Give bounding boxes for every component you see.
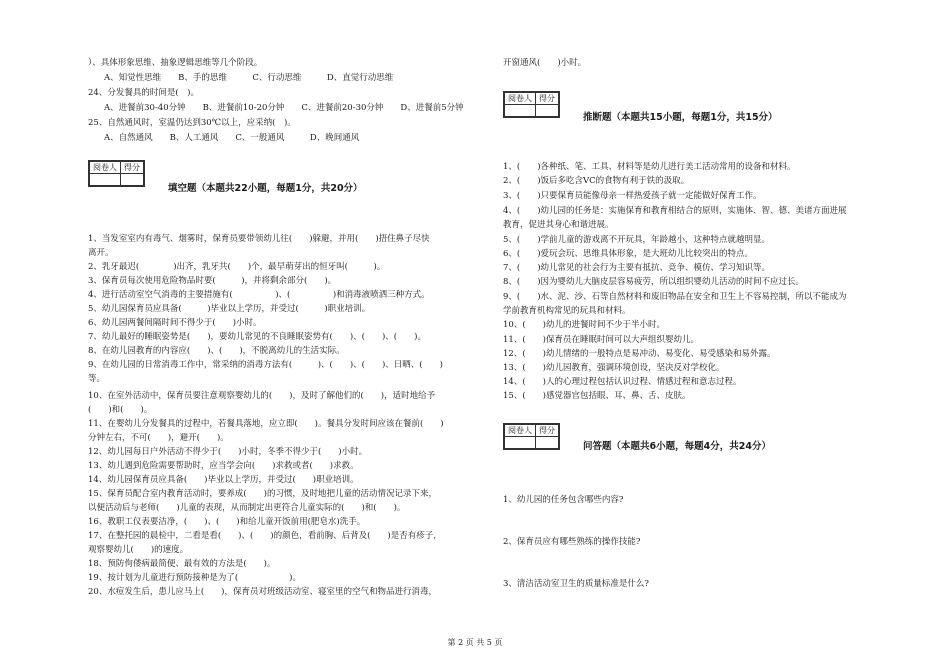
score-cell-reviewer [505, 105, 536, 117]
section-title-qa: 问答题（本题共6小题，每题4分，共24分） [583, 441, 771, 452]
fill-blank-line: 17、在整托园的晨检中，二看是看( )、( )的颜色，看前胸、后背及( )是否有疹子， [88, 531, 442, 541]
text-line: A、进餐前30-40分钟 B、进餐前10-20分钟 C、进餐前20-30分钟 D、进餐前5分钟 [104, 103, 464, 113]
judge-line: 5、( )学前儿童的游戏离不开玩具，年龄越小，这种特点就越明显。 [503, 235, 771, 245]
judge-line: 9、( )水、泥、沙、石等自然材料和废旧物品在安全和卫生上不容易控制，所以不能成为 [503, 292, 847, 302]
fill-blank-line: 14、幼儿园保育员应具备( )毕业以上学历，并受过( )职业培训。 [88, 475, 359, 485]
judge-line: 12、( )幼儿情绪的一般特点是易冲动、易变化、易受感染和易外露。 [503, 349, 776, 359]
qa-question: 2、保育员应有哪些熟练的操作技能? [503, 537, 641, 547]
fill-blank-line: 2、乳牙最迟( )出齐，乳牙共( )个，最早萌芽出的恒牙叫( )。 [88, 262, 386, 272]
judge-line: 1、( )各种纸、笔、工具、材料等是幼儿进行美工活动常用的设备和材料。 [503, 162, 796, 172]
fill-blank-line: 离开。 [88, 248, 114, 258]
fill-blank-line: 16、教职工仪表要洁净，( )、( )和给儿童开饭前用(肥皂水)洗手。 [88, 517, 366, 527]
score-cell-score [536, 105, 559, 117]
fill-blank-line: ( )和( )。 [88, 405, 153, 415]
judge-line: 14、( )人的心理过程包括认识过程、情感过程和意志过程。 [503, 377, 742, 387]
score-label-reviewer: 阅卷人 [505, 93, 536, 105]
fill-blank-line: 等。 [88, 374, 106, 384]
judge-line: 10、( )幼儿的进餐时间不少于半小时。 [503, 320, 665, 330]
text-line: A、自然通风 B、人工通风 C、一般通风 D、晚间通风 [104, 133, 360, 143]
score-label-score: 得分 [536, 93, 559, 105]
fill-blank-line: 20、水痘发生后，患儿应马上( )，保育员对班级活动室、寝室里的空气和物品进行消毒， [88, 587, 437, 597]
score-box [503, 91, 560, 118]
judge-line: 8、( )因为婴幼儿大脑皮层容易疲劳，所以组织婴幼儿活动的时间不应过长。 [503, 277, 805, 287]
section-title-fill-blank: 填空题（本题共22小题，每题1分，共20分） [168, 183, 363, 194]
fill-blank-line: 7、幼儿最好的睡眠姿势是( )，要幼儿常见的不良睡眠姿势有( )、( )、( )。 [88, 332, 426, 342]
text-line: ）、具体形象思维、抽象逻辑思维等几个阶段。 [88, 58, 263, 68]
fill-blank-line: 13、幼儿遇到危险需要帮助时，应当学会向( )求救或者( )求救。 [88, 461, 359, 471]
score-box [88, 160, 145, 187]
text-line: 25、自然通风时，室温仍达到30℃以上，应采纳( )。 [88, 118, 296, 128]
judge-line: 6、( )爱玩会玩、思维具体形象，是大班幼儿比较突出的特点。 [503, 249, 754, 259]
qa-question: 1、幼儿园的任务包含哪些内容? [503, 495, 624, 505]
text-line: A、知觉性思维 B、手的思维 C、行动思维 D、直觉行动思维 [104, 73, 394, 83]
score-box [503, 423, 560, 450]
fill-blank-line: 19、按计划为儿童进行预防接种是为了( )。 [88, 573, 301, 583]
fill-blank-line: 5、幼儿园保育员应具备( )毕业以上学历，并受过( )职业培训。 [88, 304, 371, 314]
fill-blank-line: 11、在婴幼儿分发餐具的过程中，若餐具落地，应立即( )。餐具分发时间应该在餐前( ) [88, 419, 444, 429]
judge-line: 15、( )感觉器官包括眼、耳、鼻、舌、皮肤。 [503, 391, 691, 401]
section-title-judge: 推断题（本题共15小题，每题1分，共15分） [583, 112, 778, 123]
page-number: 第 2 页 共 5 页 [447, 638, 503, 647]
judge-line: 2、( )饭后多吃含VC的食物有利于铁的汲取。 [503, 176, 690, 186]
fill-blank-line: 9、在幼儿园的日常消毒工作中，常采纳的消毒方法有( )、( )、( )、日晒、( ) [88, 360, 443, 370]
score-label-score: 得分 [536, 425, 559, 437]
fill-blank-line: 6、幼儿园两餐间隔时间不得少于( )小时。 [88, 318, 262, 328]
fill-blank-line: 观察婴幼儿( )的速度。 [88, 545, 189, 555]
judge-line: 11、( )保育员在睡眠时间可以大声组织婴幼儿。 [503, 335, 699, 345]
judge-line: 7、( )幼儿常见的社会行为主要有抵抗、竞争、模仿、学习知识等。 [503, 263, 771, 273]
score-cell-reviewer [90, 174, 121, 186]
judge-line: 教育，促进其身心和谐进展。 [503, 220, 614, 230]
score-cell-score [536, 437, 559, 449]
fill-blank-line: 15、保育员配合室内教育活动时，要养成( )的习惯，及时地把儿童的活动情况记录下来， [88, 489, 437, 499]
fill-blank-line: 18、预防佝偻病最简便、最有效的方法是( )。 [88, 559, 276, 569]
score-label-reviewer: 阅卷人 [90, 162, 121, 174]
judge-line: 3、( )只要保育员能像母亲一样热爱孩子就一定能做好保育工作。 [503, 191, 762, 201]
fill-blank-line: 12、幼儿园每日户外活动不得少于( )小时，冬季不得少于( )小时。 [88, 447, 368, 457]
judge-line: 学前教育机构常见的玩具和材料。 [503, 306, 631, 316]
fill-blank-line: 3、保育员每次使用危险物品时要( )，并将剩余部分( )。 [88, 276, 337, 286]
judge-line: 13、( )幼儿园教育，强调环境创设，坚决反对学校化。 [503, 363, 725, 373]
fill-blank-line: 1、当发室室内有毒气、烟雾时，保育员要带领幼儿往( )躲避，并用( )捂住鼻子尽快 [88, 234, 430, 244]
text-line: 24、分发餐具的时间是( )。 [88, 88, 199, 98]
fill-blank-line: 4、进行活动室空气消毒的主要措施有( )、( )和消毒液喷洒三种方式。 [88, 290, 430, 300]
fill-blank-line: 分钟左右，不可( )，避开( )。 [88, 433, 229, 443]
score-cell-reviewer [505, 437, 536, 449]
fill-blank-line: 10、在室外活动中，保育员要注意观察婴幼儿的( )，及时了解他们的( )，适时地给予 [88, 391, 436, 401]
score-label-score: 得分 [121, 162, 144, 174]
fill-blank-line: 8、在幼儿园教育的内容应( )、( )，不脱离幼儿的生活实际。 [88, 346, 345, 356]
fill-blank-line: 以便活动后与老师( )儿童的表现，从而制定出更符合儿童实际的( )和( )。 [88, 503, 406, 513]
score-label-reviewer: 阅卷人 [505, 425, 536, 437]
judge-line: 4、( )幼儿园的任务是：实施保育和教育相结合的原则，实施体、智、德、美诸方面进展 [503, 206, 847, 216]
text-line: 开窗通风( )小时。 [503, 58, 587, 68]
score-cell-score [121, 174, 144, 186]
qa-question: 3、清洁活动室卫生的质量标准是什么? [503, 579, 649, 589]
